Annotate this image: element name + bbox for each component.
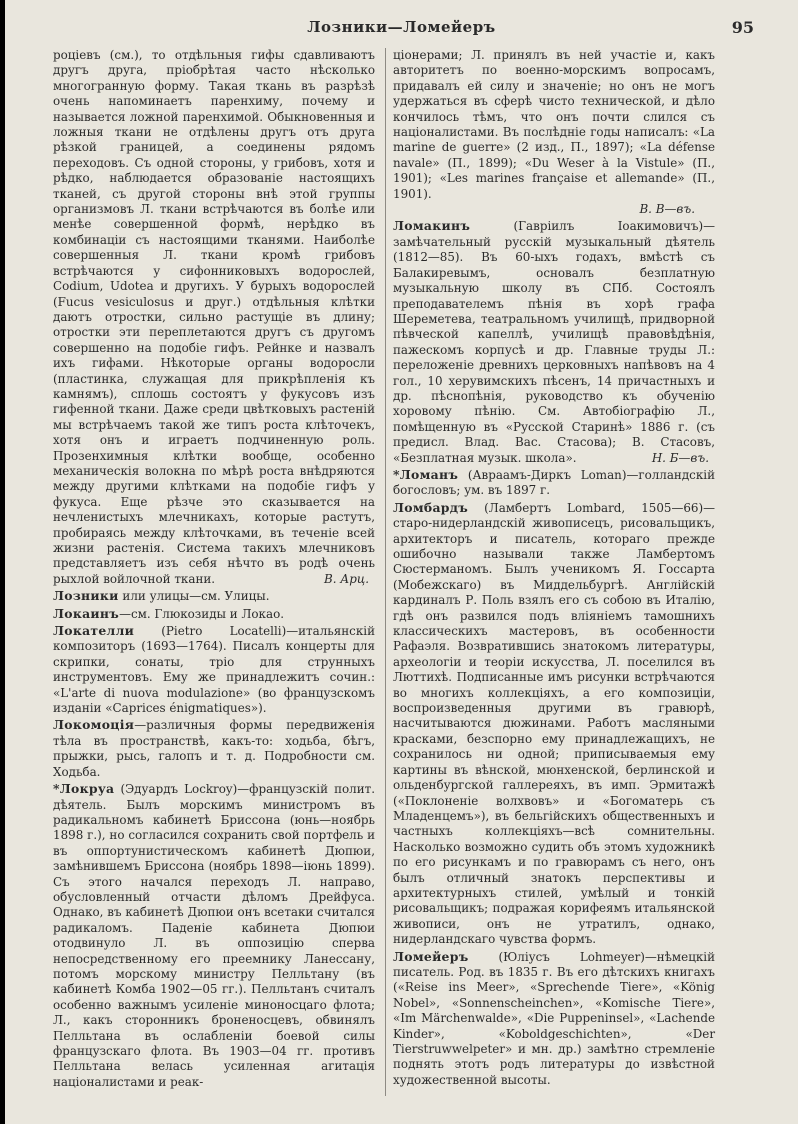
entry-text: (Гаврiилъ Iоакимовичъ)—замѣчательный русскiй музыкальный дѣятель (1812—85). Въ 60-ыхъ годахъ, вмѣстѣ съ Балакиревымъ, основалъ безплатную музыкальную школу въ СПб. Состоялъ преподавателемъ пѣнiя въ хорѣ графа Шереметева, театральномъ училищѣ, придворной пѣвческой капеллѣ, училищѣ правовѣдѣнiя, пажескомъ корпусѣ и др. Главные труды Л.: переложенiе древнихъ церковныхъ напѣвовъ на 4 гол., 10 херувимскихъ пѣсенъ, 14 причастныхъ и др. пѣснопѣнiя, руководство къ обученiю хоровому пѣнiю. См. Автобiографiю Л., помѣщенную въ «Русской Старинѣ» 1886 г. (съ предисл. Влад. Вас. Стасова); В. Стасовъ, «Безплатная музык. школа». [393,219,715,465]
entry-text: цiонерами; Л. принялъ въ ней участiе и, какъ авторитетъ по военно-морскимъ вопросамъ, придавалъ ей силу и значенiе; но онъ не могъ удержаться въ сферѣ чисто технической, и дѣло кончилось тѣмъ, что онъ почти слился съ нацiоналистами. Въ послѣднiе годы написалъ: «La marine de guerre» (2 изд., П., 1897); «La défense navale» (П., 1899); «Du Weser à la Vistule» (П., 1901); «Les marines française et allemande» (П., 1901). [393,48,715,201]
entry-text: (Pietro Locatelli)—итальянскiй композиторъ (1693—1764). Писалъ концерты для скрипки, сонаты, трiо для струнныхъ инструментовъ. Ему же принадлежитъ сочин.: «L'arte di nuova modulazione» (во французскомъ изданiи «Caprices énigmatiques»). [53,624,375,716]
page-number: 95 [731,18,754,37]
page [5,0,798,1124]
entry-headword: Ломейеръ [393,948,469,964]
entry-headword: Локателли [53,623,135,639]
entry-text: или улицы—см. Улицы. [122,589,270,604]
right-column [393,48,715,1088]
entry-paragraph [393,467,715,499]
author-signature: Н. Б—въ. [651,450,709,465]
entry-paragraph [53,781,375,1090]
entry-headword: Лозники [53,588,119,604]
entry-text: —различныя формы передвиженiя тѣла въ пространствѣ, какъ-то: ходьба, бѣгъ, прыжки, рысь, галопъ и т. д. Подробности см. Ходьба. [53,718,375,779]
left-column [53,48,375,1090]
entry-headword: Ломакинъ [393,218,471,234]
entry-paragraph [53,623,375,716]
entry-headword: Ломбардъ [393,499,469,515]
entry-text: роцiевъ (см.), то отдѣльныя гифы сдавливаютъ другъ друга, прiобрѣтая часто нѣсколько многогранную форму. Такая ткань въ разрѣзѣ очень напоминаетъ паренхиму, почему и называется ложной паренхимой. Обыкновенныя и ложныя ткани не отдѣлены другъ отъ друга рѣзкой границей, а соединены рядомъ переходовъ. Съ одной стороны, у грибовъ, хотя и рѣдко, наблюдается образованiе настоящихъ тканей, съ другой стороны внѣ этой группы организмовъ Л. ткани встрѣчаются въ болѣе или менѣе совершенной формѣ, нерѣдко въ комбинацiи съ настоящими тканями. Наиболѣе совершенныя Л. ткани кромѣ грибовъ встрѣчаются у сифонниковыхъ водорослей, Codium, Udotea и другихъ. У бурыхъ водорослей (Fucus vesiculosus и друг.) отдѣльныя клѣтки даютъ отростки, сильно растущiе въ длину; отростки эти переплетаются другъ съ другомъ совершенно на подобiе гифъ. Рейнке и назвалъ ихъ гифами. Нѣкоторые органы водоросли (пластинка, служащая для прикрѣпленiя къ камнямъ), сплошь состоятъ у фукусовъ изъ гифенной ткани. Даже среди цвѣтковыхъ растенiй мы встрѣчаемъ такой же типъ роста клѣточекъ, хотя онъ и играетъ подчиненную роль. Прозенхимныя клѣтки вообще, особенно механическiя волокна по мѣрѣ роста внѣдряются между другими клѣтками на подобiе гифъ у фукуса. Еще рѣзче это сказывается на нечленистыхъ млечникахъ, которые растутъ, пробираясь между клѣточками, въ теченiе всей жизни растенiя. Система такихъ млечниковъ представляетъ изъ себя нѣчто въ родѣ очень рыхлой войлочной ткани. [53,48,375,586]
entry-headword: Локаинъ [53,605,120,621]
author-signature: В. В—въ. [639,202,695,217]
entry-paragraph [393,218,715,466]
entry-text: (Ламбертъ Lombard, 1505—66)—старо-нидерландскiй живописецъ, рисовальщикъ, архитекторъ и писатель, котораго прежде ошибочно называли также Ламбертомъ Сюстерманомъ. Былъ ученикомъ Я. Госсарта (Мобежскаго) въ Миддельбургѣ. Англiйскiй кардиналъ Р. Поль взялъ его съ собою въ Италiю, гдѣ онъ развился подъ влiянiемъ тамошнихъ классическихъ мастеровъ, въ особенности Рафаэля. Возвратившись знатокомъ литературы, археологiи и теорiи искусства, Л. поселился въ Люттихѣ. Подписанные имъ рисунки встрѣчаются во многихъ коллекцiяхъ, а его композицiи, воспроизведенныя другими въ гравюрѣ, насчитываются дюжинами. Работъ масляными красками, безспорно ему принадлежащихъ, не сохранилось ни одной; приписываемыя ему картины въ вѣнской, мюнхенской, берлинской и ольденбургской галлереяхъ, въ имп. Эрмитажѣ («Поклоненiе волхвовъ» и «Богоматерь съ Младенцемъ»), въ бельгiйскихъ общественныхъ и частныхъ коллекцiяхъ—всѣ сомнительны. Насколько возможно судить объ этомъ художникѣ по его рисункамъ и по гравюрамъ съ него, онъ былъ отличный знатокъ перспективы и архитектурныхъ стилей, умѣлый и тонкiй рисовальщикъ; подражая корифеямъ итальянской живописи, онъ не утратилъ, однако, нидерландскаго чувства формъ. [393,500,716,947]
entry-text: (Юлiусъ Lohmeyer)—нѣмецкiй писатель. Род. въ 1835 г. Въ его дѣтскихъ книгахъ («Reise ins Meer», «Sprechende Tiere», «König Nobel», «Sonnenscheinchen», «Komische Tiere», «Im Märchenwalde», «Die Puppeninsel», «Lachende Kinder», «Koboldgeschichten», «Der Tierstruwwelpeter» и мн. др.) замѣтно стремленiе поднять этотъ родъ литературы до извѣстной художественной высоты. [393,949,715,1087]
entry-paragraph [393,500,715,948]
entry-headword: Локомоцiя [53,717,135,733]
entry-paragraph [53,48,375,587]
running-title: Лозники—Ломейеръ [307,18,496,36]
entry-headword: *Локруа [53,781,115,797]
entry-text: (Эдуардъ Lockroy)—французскiй полит. дѣятель. Былъ морскимъ министромъ въ радикальномъ кабинетѣ Бриссона (юнь—ноябрь 1898 г.), но согласился сохранить свой портфель и въ оппортунистическомъ кабинетѣ Дюпюи, замѣнившемъ Бриссона (ноябрь 1898—iюнь 1899). Съ этого начался переходъ Л. направо, обусловленный отчасти дѣломъ Дрейфуса. Однако, въ кабинетѣ Дюпюи онъ всетаки считался радикаломъ. Паденiе кабинета Дюпюи отодвинуло Л. въ оппозицiю сперва непосредственному его преемнику Ланессану, потомъ морскому министру Пелльтану (въ кабинетѣ Комба 1902—05 гг.). Пелльтанъ считалъ особенно важнымъ усиленiе миноносцаго флота; Л., какъ сторонникъ броненосцевъ, обвинялъ Пелльтана въ ослабленiи боевой силы французскаго флота. Въ 1903—04 гг. противъ Пелльтана велась усиленная агитацiя нацiоналистами и реак- [53,782,376,1089]
entry-text: —см. Глюкозиды и Локао. [119,606,285,621]
entry-headword: *Ломанъ [393,466,459,482]
entry-paragraph [53,588,375,604]
entry-paragraph [53,606,375,622]
entry-paragraph [393,48,715,217]
author-signature: В. Арц. [324,571,369,586]
page-header [5,18,798,42]
entry-text: (Авраамъ-Диркъ Loman)—голландскiй богословъ; ум. въ 1897 г. [393,467,715,498]
entry-paragraph [53,717,375,780]
column-divider [385,48,386,1096]
entry-paragraph [393,949,715,1089]
